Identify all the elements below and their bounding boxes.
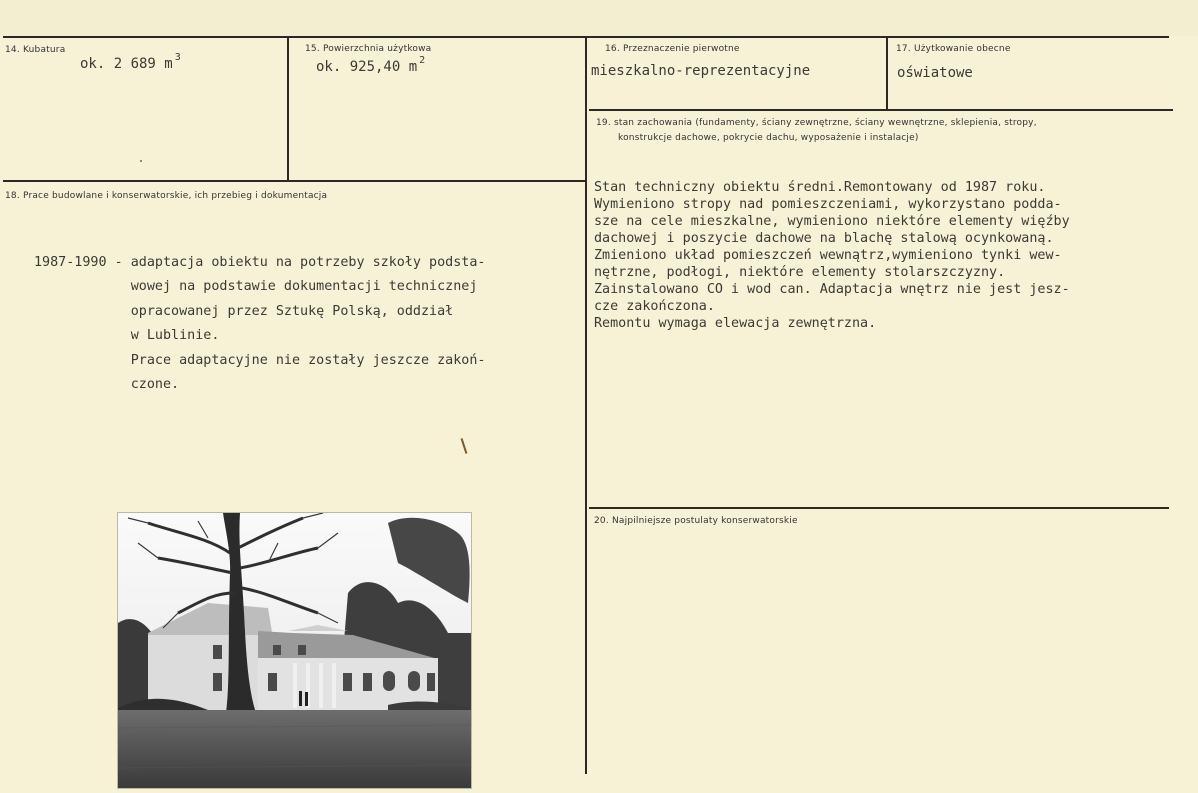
- field-19-text: [594, 162, 1070, 332]
- field-18-line: opracowanej przez Sztukę Polską, oddział: [34, 303, 454, 319]
- field-17-label: 17. Użytkowanie obecne: [896, 44, 1011, 54]
- field-19-label-line2: konstrukcje dachowe, pokrycie dachu, wyposażenie i instalacje): [618, 133, 919, 143]
- field-19-line: Stan techniczny obiektu średni.Remontowany od 1987 roku.: [594, 180, 1046, 195]
- card-top-edge: [0, 0, 1198, 36]
- field-16-label: 16. Przeznaczenie pierwotne: [605, 44, 740, 54]
- field-18-line: w Lublinie.: [34, 328, 220, 343]
- field-17-value: oświatowe: [897, 65, 973, 81]
- field-18-label: 18. Prace budowlane i konserwatorskie, ich przebieg i dokumentacja: [5, 191, 328, 201]
- field-19-line: Zmieniono układ pomieszczeń wewnątrz,wymieniono tynki wew-: [594, 248, 1062, 263]
- field-19-line: dachowej i poszycie dachowe na blachę stalową ocynkowaną.: [594, 231, 1054, 246]
- field-14-label: 14. Kubatura: [5, 45, 66, 55]
- divider-v-main: [585, 37, 587, 774]
- field-16-value: mieszkalno-reprezentacyjne: [591, 63, 811, 79]
- field-19-line: Zainstalowano CO i wod can. Adaptacja wnętrz nie jest jesz-: [594, 282, 1070, 297]
- dot-mark: [140, 160, 142, 162]
- field-18-line: 1987-1990 - adaptacja obiektu na potrzeby szkoły podsta-: [34, 254, 486, 270]
- field-19-line: cze zakończona.: [594, 299, 715, 314]
- field-18-line: wowej na podstawie dokumentacji technicznej: [34, 279, 478, 294]
- field-15-value-text: ok. 925,40 m: [316, 59, 418, 75]
- divider-under-16-17: [589, 109, 1173, 111]
- divider-v-14-15: [287, 37, 289, 181]
- field-18-line: Prace adaptacyjne nie zostały jeszcze zakoń-: [34, 352, 486, 368]
- divider-under-14-15: [3, 180, 587, 182]
- field-19-line: nętrzne, podłogi, niektóre elementy stolarszczyzny.: [594, 265, 1006, 280]
- field-14-value: [80, 52, 181, 72]
- manor-house-image: [118, 513, 471, 788]
- field-18-line: czone.: [34, 377, 180, 392]
- field-15-unit-sup: 2: [419, 55, 426, 66]
- field-14-value-text: ok. 2 689 m: [80, 56, 173, 72]
- divider-above-20: [589, 507, 1169, 509]
- field-19-line: sze na cele mieszkalne, wymieniono niektóre elementy więźby: [594, 214, 1070, 229]
- ink-mark: [461, 438, 468, 454]
- field-20-label: 20. Najpilniejsze postulaty konserwatorskie: [594, 516, 798, 526]
- building-photo: [117, 512, 472, 789]
- field-19-line: Remontu wymaga elewacja zewnętrzna.: [594, 316, 877, 331]
- field-19-line: Wymieniono stropy nad pomieszczeniami, wykorzystano podda-: [594, 197, 1062, 212]
- field-19-label-line1: 19. stan zachowania (fundamenty, ściany zewnętrzne, ściany wewnętrzne, sklepienia, stropy,: [596, 118, 1037, 128]
- field-14-unit-sup: 3: [174, 52, 181, 63]
- field-15-value: [316, 55, 426, 75]
- divider-v-16-17: [886, 37, 888, 109]
- field-18-text: [34, 226, 485, 398]
- field-15-label: 15. Powierzchnia użytkowa: [305, 44, 432, 54]
